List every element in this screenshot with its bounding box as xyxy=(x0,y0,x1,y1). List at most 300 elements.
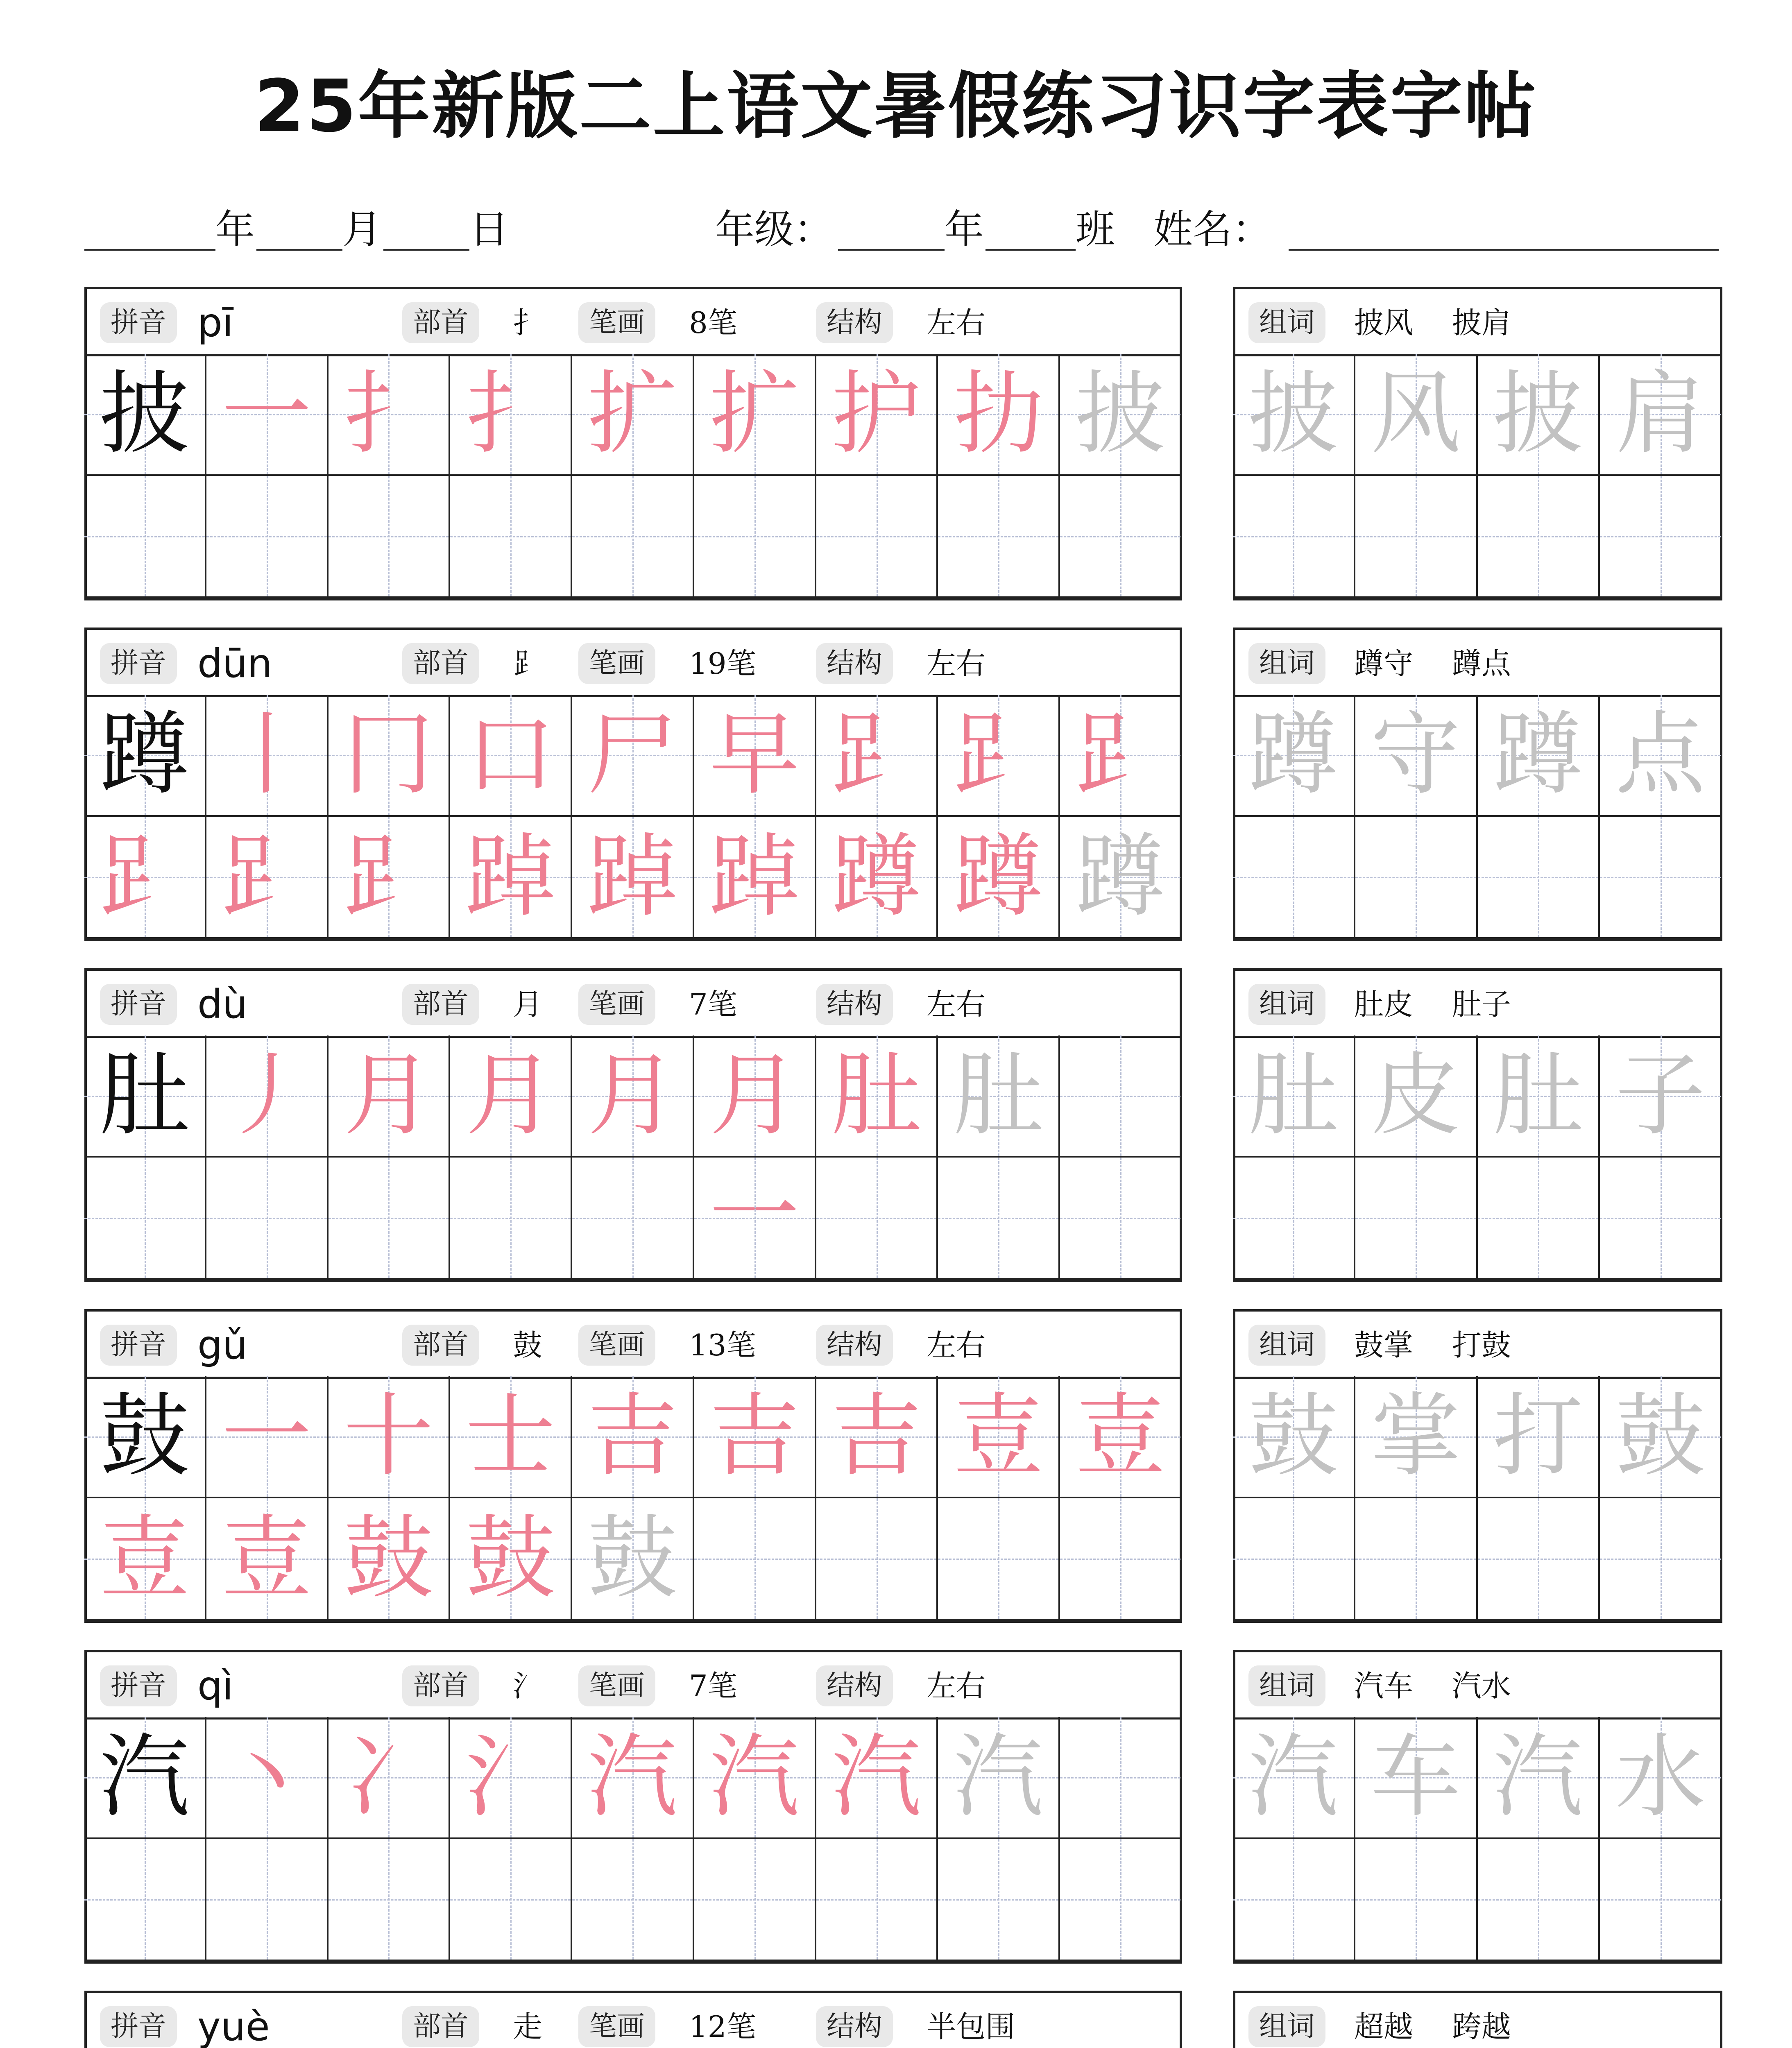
grid-guide-v xyxy=(877,1839,878,1960)
grid-guide-v xyxy=(1416,817,1417,937)
stroke-practice-grid xyxy=(84,287,1182,600)
stroke-step-cell-char: 冂 xyxy=(343,702,434,807)
words-value: 披风 披肩 xyxy=(1354,306,1511,340)
stroke-step-cell-char: 口 xyxy=(465,702,556,807)
blank-practice-cell[interactable] xyxy=(572,1839,694,1961)
stroke-step-cell-char: 汽 xyxy=(709,1724,800,1829)
stroke-step-cell-char: 吉 xyxy=(709,1384,800,1488)
word-trace-cell xyxy=(1355,1376,1478,1498)
word-trace-cell-char: 汽 xyxy=(1493,1724,1583,1829)
grid-guide-v xyxy=(754,1839,756,1960)
word-trace-cell-char: 皮 xyxy=(1371,1043,1461,1148)
blank-practice-cell[interactable] xyxy=(572,1158,694,1280)
stroke-step-cell xyxy=(694,1717,816,1839)
stroke-step-cell-char: 壴 xyxy=(221,1506,312,1611)
word-practice-grid xyxy=(1233,1991,1722,2048)
blank-practice-cell[interactable] xyxy=(1060,1839,1182,1961)
stroke-step-cell-char: 丶 xyxy=(221,1724,312,1829)
grid-guide-v xyxy=(754,1158,756,1278)
stroke-step-cell-char: 扌 xyxy=(343,361,434,466)
word-trace-cell-char: 打 xyxy=(1493,1384,1583,1488)
stroke-step-cell xyxy=(84,1498,206,1620)
stroke-step-cell xyxy=(572,354,694,476)
grade-blank[interactable] xyxy=(838,249,945,251)
word-trace-cell xyxy=(1233,1376,1355,1498)
word-trace-cell-char: 水 xyxy=(1615,1724,1706,1829)
stroke-step-cell-char: 肚 xyxy=(953,1043,1044,1148)
stroke-step-cell-char: 蹲 xyxy=(953,824,1044,929)
blank-practice-cell[interactable] xyxy=(694,1498,816,1620)
grade-year-label: 年 xyxy=(945,206,984,252)
grid-guide-v xyxy=(1293,1158,1294,1278)
stroke-step-cell xyxy=(938,354,1060,476)
blank-practice-cell[interactable] xyxy=(694,1839,816,1961)
radical-tag: 部首 xyxy=(402,984,479,1025)
grid-guide-v xyxy=(510,1839,512,1960)
blank-practice-cell[interactable] xyxy=(1355,1498,1478,1620)
stroke-step-cell xyxy=(816,354,938,476)
grid-guide-v xyxy=(998,1839,999,1960)
word-trace-cell-char: 风 xyxy=(1371,361,1461,466)
radical-tag: 部首 xyxy=(402,2006,479,2047)
word-trace-cell-char: 点 xyxy=(1615,702,1706,807)
main-char-cell-char: 汽 xyxy=(99,1724,190,1829)
stroke-step-cell xyxy=(572,817,694,939)
stroke-step-cell xyxy=(938,1717,1060,1839)
stroke-step-cell-char: 壴 xyxy=(1075,1384,1166,1488)
blank-practice-cell[interactable] xyxy=(816,1498,938,1620)
strokes-value: 7笔 xyxy=(689,1669,737,1703)
pinyin-value: dūn xyxy=(197,641,272,686)
structure-tag: 结构 xyxy=(816,1665,893,1706)
stroke-step-cell-char: 月 xyxy=(343,1043,434,1148)
blank-practice-cell[interactable] xyxy=(1600,1158,1722,1280)
structure-tag: 结构 xyxy=(816,1325,893,1366)
grid-guide-v xyxy=(1416,1158,1417,1278)
word-trace-cell xyxy=(1478,1717,1600,1839)
grid-guide-v xyxy=(877,476,878,596)
stroke-step-cell-char: 汽 xyxy=(831,1724,922,1829)
stroke-step-cell-char: 士 xyxy=(465,1384,556,1488)
stroke-step-cell xyxy=(450,1717,572,1839)
blank-practice-cell[interactable] xyxy=(572,476,694,598)
blank-practice-cell[interactable] xyxy=(84,1839,206,1961)
stroke-step-cell-char: 扩 xyxy=(587,361,677,466)
stroke-step-cell-char: 月 xyxy=(587,1043,677,1148)
word-trace-cell xyxy=(1600,1376,1722,1498)
word-trace-cell-char: 掌 xyxy=(1371,1384,1461,1488)
stroke-practice-grid xyxy=(84,628,1182,941)
stroke-step-cell xyxy=(572,1717,694,1839)
blank-practice-cell[interactable] xyxy=(694,1158,816,1280)
grid-guide-v xyxy=(510,1158,512,1278)
stroke-step-cell-char: 壴 xyxy=(99,1506,190,1611)
pinyin-tag: 拼音 xyxy=(100,302,177,343)
blank-practice-cell[interactable] xyxy=(450,476,572,598)
word-trace-cell xyxy=(1600,1035,1722,1158)
blank-practice-cell[interactable] xyxy=(1233,1498,1355,1620)
word-trace-cell-char: 车 xyxy=(1371,1724,1461,1829)
stroke-step-cell xyxy=(206,354,328,476)
day-blank[interactable] xyxy=(383,249,469,251)
blank-practice-cell[interactable] xyxy=(206,1158,328,1280)
word-trace-cell-char: 鼓 xyxy=(1248,1384,1339,1488)
grid-guide-v xyxy=(1538,476,1539,596)
grid-guide-v xyxy=(510,476,512,596)
blank-practice-cell[interactable] xyxy=(1478,817,1600,939)
strokes-tag: 笔画 xyxy=(578,643,655,684)
blank-practice-cell[interactable] xyxy=(816,1158,938,1280)
blank-practice-cell[interactable] xyxy=(1355,817,1478,939)
strokes-tag: 笔画 xyxy=(578,1325,655,1366)
radical-value: 走 xyxy=(513,2009,543,2044)
words-tag: 组词 xyxy=(1248,1665,1325,1706)
blank-practice-cell[interactable] xyxy=(938,1158,1060,1280)
word-trace-cell-char: 汽 xyxy=(1248,1724,1339,1829)
words-value: 汽车 汽水 xyxy=(1354,1669,1511,1703)
stroke-step-cell-char: 鼓 xyxy=(465,1506,556,1611)
structure-tag: 结构 xyxy=(816,984,893,1025)
words-header xyxy=(1235,289,1720,356)
word-trace-cell-char: 守 xyxy=(1371,702,1461,807)
radical-value: 氵 xyxy=(513,1669,543,1703)
blank-practice-cell[interactable] xyxy=(1233,817,1355,939)
stroke-step-cell xyxy=(206,1035,328,1158)
grid-guide-v xyxy=(1661,1158,1662,1278)
stroke-step-cell-char: 𧾷 xyxy=(831,702,922,807)
word-trace-cell-char: 披 xyxy=(1248,361,1339,466)
blank-practice-cell[interactable] xyxy=(1600,1839,1722,1961)
blank-practice-cell[interactable] xyxy=(1478,1839,1600,1961)
words-tag: 组词 xyxy=(1248,1325,1325,1366)
grid-guide-v xyxy=(267,1839,268,1960)
pinyin-value: gǔ xyxy=(197,1322,247,1368)
grid-guide-v xyxy=(145,476,146,596)
pinyin-value: dù xyxy=(197,981,247,1027)
blank-practice-cell[interactable] xyxy=(1478,1498,1600,1620)
stroke-step-cell xyxy=(816,1035,938,1158)
stroke-step-cell-char: 𧾷 xyxy=(221,824,312,929)
grid-guide-v xyxy=(1538,1158,1539,1278)
char-info-header xyxy=(87,1312,1180,1379)
blank-practice-cell[interactable] xyxy=(1233,1158,1355,1280)
strokes-tag: 笔画 xyxy=(578,1665,655,1706)
stroke-step-cell xyxy=(450,354,572,476)
blank-practice-cell[interactable] xyxy=(938,1498,1060,1620)
class-label: 班 xyxy=(1076,206,1115,252)
main-char-cell-char: 肚 xyxy=(99,1043,190,1148)
structure-value: 左右 xyxy=(927,646,986,681)
stroke-practice-grid xyxy=(84,1650,1182,1964)
stroke-step-cell-char: 月一 xyxy=(709,1043,800,1267)
pinyin-value: yuè xyxy=(197,2004,270,2048)
structure-tag: 结构 xyxy=(816,643,893,684)
stroke-step-cell xyxy=(694,817,816,939)
blank-practice-cell[interactable] xyxy=(938,476,1060,598)
grid-guide-v xyxy=(632,1839,634,1960)
stroke-step-cell-char: 护 xyxy=(831,361,922,466)
blank-practice-cell[interactable] xyxy=(1600,817,1722,939)
stroke-step-cell xyxy=(206,817,328,939)
radical-value: 月 xyxy=(513,987,543,1022)
word-trace-cell xyxy=(1600,354,1722,476)
words-value: 肚皮 肚子 xyxy=(1354,987,1511,1022)
grid-guide-v xyxy=(1661,817,1662,937)
grid-guide-v xyxy=(1661,1498,1662,1619)
stroke-step-cell xyxy=(572,695,694,817)
blank-practice-cell[interactable] xyxy=(816,1839,938,1961)
word-trace-cell xyxy=(1355,354,1478,476)
stroke-step-cell-char: 踔 xyxy=(465,824,556,929)
stroke-step-cell xyxy=(450,695,572,817)
stroke-step-cell xyxy=(1060,354,1182,476)
pinyin-tag: 拼音 xyxy=(100,643,177,684)
word-trace-cell xyxy=(1233,1035,1355,1158)
grid-guide-v xyxy=(1120,1158,1121,1278)
word-trace-cell xyxy=(1233,1717,1355,1839)
grid-guide-v xyxy=(1293,476,1294,596)
word-trace-cell-char: 披 xyxy=(1493,361,1583,466)
blank-practice-cell[interactable] xyxy=(328,476,451,598)
blank-practice-cell[interactable] xyxy=(1060,476,1182,598)
word-trace-cell xyxy=(1478,1376,1600,1498)
stroke-step-cell xyxy=(450,1035,572,1158)
words-value: 蹲守 蹲点 xyxy=(1354,646,1511,681)
main-char-cell-char: 鼓 xyxy=(99,1384,190,1488)
grid-guide-v xyxy=(1120,476,1121,596)
grid-guide-v xyxy=(1293,1498,1294,1619)
main-char-cell xyxy=(84,354,206,476)
blank-practice-cell[interactable] xyxy=(1478,476,1600,598)
grid-guide-v xyxy=(998,1158,999,1278)
pinyin-value: qì xyxy=(197,1663,233,1709)
blank-practice-cell[interactable] xyxy=(450,1839,572,1961)
words-header xyxy=(1235,1652,1720,1720)
blank-practice-cell[interactable] xyxy=(1060,1158,1182,1280)
blank-practice-cell[interactable] xyxy=(1060,1498,1182,1620)
grid-guide-v xyxy=(1416,1498,1417,1619)
date-line xyxy=(84,201,1719,258)
word-trace-cell xyxy=(1478,695,1600,817)
stroke-step-cell xyxy=(938,817,1060,939)
word-trace-cell-char: 鼓 xyxy=(1615,1384,1706,1488)
grade-label: 年级： xyxy=(715,206,833,252)
stroke-step-cell-char: 披 xyxy=(1075,361,1166,466)
stroke-step-cell xyxy=(694,695,816,817)
words-tag: 组词 xyxy=(1248,643,1325,684)
structure-tag: 结构 xyxy=(816,302,893,343)
stroke-step-cell xyxy=(206,1376,328,1498)
main-char-cell xyxy=(84,695,206,817)
word-practice-grid xyxy=(1233,1309,1722,1623)
blank-practice-cell[interactable] xyxy=(328,1839,451,1961)
char-info-header xyxy=(87,289,1180,356)
name-blank[interactable] xyxy=(1289,249,1719,251)
strokes-value: 7笔 xyxy=(689,987,737,1022)
stroke-step-cell-char: 𧾷 xyxy=(99,824,190,929)
grid-guide-v xyxy=(877,1498,878,1619)
stroke-step-cell xyxy=(572,1498,694,1620)
grid-guide-v xyxy=(754,476,756,596)
word-trace-cell xyxy=(1478,1035,1600,1158)
stroke-step-cell xyxy=(1060,817,1182,939)
grid-guide-v xyxy=(1120,1035,1121,1156)
grid-guide-v xyxy=(1120,1717,1121,1837)
main-char-cell xyxy=(84,1035,206,1158)
words-value: 超越 跨越 xyxy=(1354,2009,1511,2044)
blank-practice-cell[interactable] xyxy=(1478,1158,1600,1280)
stroke-step-cell-char: 鼓 xyxy=(587,1506,677,1611)
words-tag: 组词 xyxy=(1248,302,1325,343)
blank-practice-cell[interactable] xyxy=(1355,476,1478,598)
date-day-label: 日 xyxy=(469,206,509,252)
main-char-cell-char: 披 xyxy=(99,361,190,466)
stroke-step-cell-char: 氵 xyxy=(465,1724,556,1829)
stroke-step-cell xyxy=(328,695,451,817)
stroke-step-cell-char: 扐 xyxy=(953,361,1044,466)
stroke-step-cell-char: 扩 xyxy=(709,361,800,466)
class-blank[interactable] xyxy=(985,249,1076,251)
stroke-step-cell xyxy=(816,817,938,939)
char-info-header xyxy=(87,630,1180,697)
blank-practice-cell[interactable] xyxy=(694,476,816,598)
strokes-value: 19笔 xyxy=(689,646,756,681)
stroke-practice-grid xyxy=(84,1309,1182,1623)
stroke-step-cell-char: 丨 xyxy=(221,702,312,807)
blank-practice-cell[interactable] xyxy=(1233,476,1355,598)
radical-tag: 部首 xyxy=(402,643,479,684)
words-tag: 组词 xyxy=(1248,984,1325,1025)
grid-guide-v xyxy=(998,476,999,596)
radical-value: ⻊ xyxy=(513,646,543,681)
stroke-step-cell-char: 𧾷 xyxy=(953,702,1044,807)
date-year-label: 年 xyxy=(215,206,255,252)
word-trace-cell xyxy=(1355,695,1478,817)
stroke-step-cell xyxy=(816,1376,938,1498)
stroke-step-cell-char: 十 xyxy=(343,1384,434,1488)
word-practice-grid xyxy=(1233,628,1722,941)
stroke-step-cell xyxy=(206,1498,328,1620)
word-trace-cell-char: 肚 xyxy=(1248,1043,1339,1148)
stroke-step-cell xyxy=(938,1376,1060,1498)
stroke-step-cell xyxy=(328,817,451,939)
words-tag: 组词 xyxy=(1248,2006,1325,2047)
blank-practice-cell[interactable] xyxy=(206,1839,328,1961)
word-trace-cell xyxy=(1478,354,1600,476)
strokes-tag: 笔画 xyxy=(578,2006,655,2047)
grid-guide-v xyxy=(388,476,390,596)
blank-practice-cell[interactable] xyxy=(450,1158,572,1280)
word-practice-grid xyxy=(1233,968,1722,1282)
word-practice-grid xyxy=(1233,1650,1722,1964)
strokes-tag: 笔画 xyxy=(578,984,655,1025)
blank-practice-cell[interactable] xyxy=(816,476,938,598)
grid-guide-v xyxy=(388,1158,390,1278)
words-header xyxy=(1235,1993,1720,2048)
structure-tag: 结构 xyxy=(816,2006,893,2047)
blank-practice-cell[interactable] xyxy=(328,1158,451,1280)
char-info-header xyxy=(87,971,1180,1038)
words-header xyxy=(1235,971,1720,1038)
stroke-step-cell xyxy=(938,695,1060,817)
word-trace-cell xyxy=(1355,1717,1478,1839)
grid-guide-v xyxy=(632,476,634,596)
stroke-step-cell-char: 踔 xyxy=(709,824,800,929)
stroke-step-cell xyxy=(816,1717,938,1839)
stroke-step-cell xyxy=(328,1376,451,1498)
blank-practice-cell[interactable] xyxy=(1600,1498,1722,1620)
stroke-step-cell xyxy=(328,354,451,476)
grid-guide-v xyxy=(754,1498,756,1619)
blank-practice-cell[interactable] xyxy=(84,476,206,598)
word-trace-cell xyxy=(1233,354,1355,476)
blank-practice-cell[interactable] xyxy=(1355,1158,1478,1280)
words-value: 鼓掌 打鼓 xyxy=(1354,1328,1511,1362)
words-header xyxy=(1235,1312,1720,1379)
grid-guide-v xyxy=(1538,817,1539,937)
stroke-step-cell xyxy=(938,1035,1060,1158)
grid-guide-v xyxy=(998,1498,999,1619)
word-trace-cell xyxy=(1355,1035,1478,1158)
stroke-practice-grid xyxy=(84,968,1182,1282)
stroke-step-cell-char: 汽 xyxy=(953,1724,1044,1829)
stroke-step-cell-char: 蹲 xyxy=(1075,824,1166,929)
word-trace-cell xyxy=(1600,695,1722,817)
stroke-step-cell-char: 蹲 xyxy=(831,824,922,929)
blank-practice-cell[interactable] xyxy=(84,1158,206,1280)
stroke-step-cell-char: 月 xyxy=(465,1043,556,1148)
year-blank[interactable] xyxy=(84,249,215,251)
grid-guide-v xyxy=(1293,1839,1294,1960)
name-label: 姓名： xyxy=(1153,206,1271,252)
blank-practice-cell[interactable] xyxy=(1233,1839,1355,1961)
strokes-value: 13笔 xyxy=(689,1328,756,1362)
strokes-tag: 笔画 xyxy=(578,302,655,343)
month-blank[interactable] xyxy=(256,249,342,251)
stroke-step-cell xyxy=(206,695,328,817)
blank-practice-cell[interactable] xyxy=(1060,1035,1182,1158)
stroke-step-cell xyxy=(84,817,206,939)
stroke-step-cell-char: 早 xyxy=(709,702,800,807)
stroke-step-cell xyxy=(572,1035,694,1158)
blank-practice-cell[interactable] xyxy=(1600,476,1722,598)
stroke-step-cell-char: 尸 xyxy=(587,702,677,807)
grid-guide-v xyxy=(1538,1839,1539,1960)
stroke-step-cell-char: 扌 xyxy=(465,361,556,466)
main-char-cell xyxy=(84,1717,206,1839)
blank-practice-cell[interactable] xyxy=(1355,1839,1478,1961)
blank-practice-cell[interactable] xyxy=(1060,1717,1182,1839)
pinyin-value: pī xyxy=(197,300,233,346)
pinyin-tag: 拼音 xyxy=(100,2006,177,2047)
stroke-step-cell xyxy=(694,1035,816,1267)
main-char-cell-char: 蹲 xyxy=(99,702,190,807)
pinyin-tag: 拼音 xyxy=(100,1325,177,1366)
blank-practice-cell[interactable] xyxy=(938,1839,1060,1961)
radical-tag: 部首 xyxy=(402,1325,479,1366)
stroke-step-cell-char: 吉 xyxy=(831,1384,922,1488)
structure-value: 左右 xyxy=(927,987,986,1022)
grid-guide-v xyxy=(1120,1498,1121,1619)
structure-value: 左右 xyxy=(927,1328,986,1362)
blank-practice-cell[interactable] xyxy=(206,476,328,598)
grid-guide-v xyxy=(388,1839,390,1960)
word-trace-cell-char: 子 xyxy=(1615,1043,1706,1148)
word-trace-cell-char: 蹲 xyxy=(1248,702,1339,807)
grid-guide-v xyxy=(1120,1839,1121,1960)
word-trace-cell xyxy=(1233,695,1355,817)
stroke-practice-grid xyxy=(84,1991,1182,2048)
